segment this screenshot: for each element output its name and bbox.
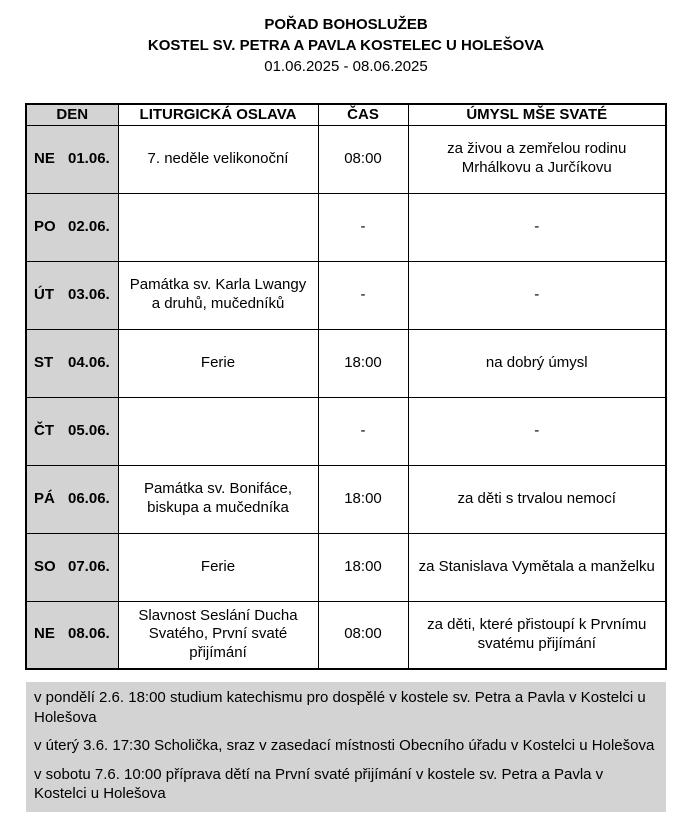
day-abbr: PÁ	[34, 489, 55, 507]
celebration-cell: 7. neděle velikonoční	[118, 125, 318, 193]
day-date: 01.06.	[68, 149, 110, 167]
table-row	[26, 397, 666, 465]
note-item: v sobotu 7.6. 10:00 příprava dětí na První svaté přijímání v kostele sv. Petra a Pavla v Kostelci u Holešova	[34, 765, 604, 802]
intention-cell: -	[408, 397, 666, 465]
time-cell: 08:00	[318, 125, 408, 193]
col-header-intention: ÚMYSL MŠE SVATÉ	[408, 104, 666, 125]
note-item: v úterý 3.6. 17:30 Scholička, sraz v zasedací místnosti Obecního úřadu v Kostelci u Holešova	[34, 737, 655, 754]
celebration-cell: Památka sv. Bonifáce, biskupa a mučedníka	[118, 465, 318, 533]
day-abbr: ST	[34, 353, 54, 371]
day-date: 04.06.	[68, 353, 110, 371]
time-cell: -	[318, 397, 408, 465]
intention-cell: za děti, které přistoupí k Prvnímu svatému přijímání	[408, 601, 666, 669]
intention-cell: na dobrý úmysl	[408, 329, 666, 397]
celebration-cell: Slavnost Seslání Ducha Svatého, První svaté přijímání	[118, 601, 318, 669]
day-abbr: PO	[34, 217, 56, 235]
day-abbr: ČT	[34, 421, 54, 439]
celebration-cell	[118, 397, 318, 465]
note-item: v pondělí 2.6. 18:00 studium katechismu pro dospělé v kostele sv. Petra a Pavla v Kostelci u Holešova	[34, 689, 646, 726]
notes-section	[26, 682, 666, 812]
celebration-cell	[118, 193, 318, 261]
col-header-time: ČAS	[318, 104, 408, 125]
day-date: 06.06.	[68, 489, 110, 507]
day-date: 07.06.	[68, 557, 110, 575]
day-cell	[26, 601, 118, 669]
day-abbr: NE	[34, 149, 55, 167]
time-cell: 18:00	[318, 533, 408, 601]
page-subtitle: KOSTEL SV. PETRA A PAVLA KOSTELEC U HOLEŠOVA	[147, 37, 545, 54]
intention-cell: za Stanislava Vymětala a manželku	[408, 533, 666, 601]
document-header	[0, 0, 692, 77]
day-abbr: ÚT	[34, 285, 54, 303]
intention-cell: -	[408, 261, 666, 329]
day-cell	[26, 193, 118, 261]
intention-cell: za děti s trvalou nemocí	[408, 465, 666, 533]
time-cell: -	[318, 193, 408, 261]
time-cell: -	[318, 261, 408, 329]
day-cell	[26, 533, 118, 601]
col-header-celebration: LITURGICKÁ OSLAVA	[118, 104, 318, 125]
table-row	[26, 329, 666, 397]
table-row	[26, 193, 666, 261]
intention-cell: -	[408, 193, 666, 261]
celebration-cell: Ferie	[118, 329, 318, 397]
celebration-cell: Ferie	[118, 533, 318, 601]
schedule-table	[25, 103, 667, 670]
day-cell	[26, 465, 118, 533]
intention-cell: za živou a zemřelou rodinu Mrhálkovu a Jurčíkovu	[408, 125, 666, 193]
time-cell: 18:00	[318, 465, 408, 533]
day-cell	[26, 329, 118, 397]
day-date: 02.06.	[68, 217, 110, 235]
day-cell	[26, 397, 118, 465]
table-row	[26, 261, 666, 329]
day-cell	[26, 125, 118, 193]
table-header-row	[26, 104, 666, 125]
day-abbr: NE	[34, 625, 55, 643]
day-date: 05.06.	[68, 421, 110, 439]
day-date: 03.06.	[68, 285, 110, 303]
time-cell: 08:00	[318, 601, 408, 669]
day-abbr: SO	[34, 557, 56, 575]
date-range: 01.06.2025 - 08.06.2025	[264, 58, 428, 75]
table-row	[26, 125, 666, 193]
table-row	[26, 533, 666, 601]
celebration-cell: Památka sv. Karla Lwangy a druhů, mučedníků	[118, 261, 318, 329]
time-cell: 18:00	[318, 329, 408, 397]
day-date: 08.06.	[68, 625, 110, 643]
table-row	[26, 601, 666, 669]
col-header-day: DEN	[26, 104, 118, 125]
day-cell	[26, 261, 118, 329]
page-title: POŘAD BOHOSLUŽEB	[264, 16, 428, 33]
table-row	[26, 465, 666, 533]
